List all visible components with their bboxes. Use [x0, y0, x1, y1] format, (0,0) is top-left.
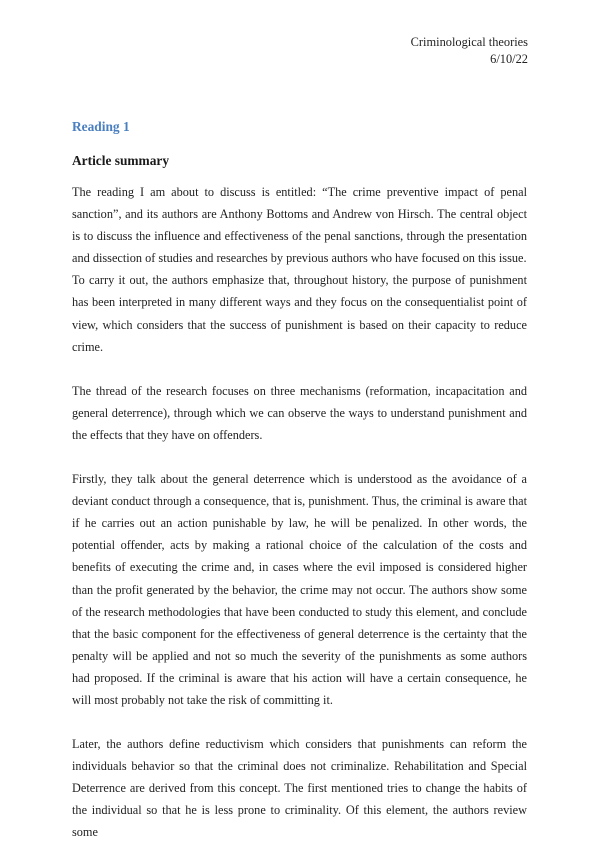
paragraph-method: To carry it out, the authors emphasize that, throughout history, the purpose of punishment has been interpreted in many different ways and they focus on the consequentialist point of view, which considers that the success of punishment is based on their capacity to reduce crime.	[72, 273, 527, 354]
paragraph-general-deterrence: Firstly, they talk about the general deterrence which is understood as the avoidance of a deviant conduct through a consequence, that is, punishment. Thus, the criminal is aware that if he carries out an action punishable by law, he will be penalized. In other words, the potential offender, acts by making a rational choice of the calculation of the costs and benefits of executing the crime and, in cases where the evil imposed is considered higher than the profit generated by the behavior, the crime may not occur. The authors show some of the research methodologies that have been conducted to study this element, and conclude that the basic component for the effectiveness of general deterrence is the certainty that the penalty will be applied and not so much the severity of the punishments as some authors had proposed. If the criminal is aware that his action will have a certain consequence, he will most probably not take the risk of committing it.	[72, 472, 527, 707]
paragraph-mechanisms: The thread of the research focuses on three mechanisms (reformation, incapacitation and general deterrence), through which we can observe the ways to understand punishment and the effects that they have on offenders.	[72, 383, 527, 442]
document-body	[72, 112, 527, 844]
paragraph-intro: The reading I am about to discuss is entitled: “The crime preventive impact of penal sanction”, and its authors are Anthony Bottoms and Andrew von Hirsch. The central object is to discuss the influence and effectiveness of the penal sanctions, through the presentation and dissection of studies and researches by previous authors who have focused on this issue.	[72, 185, 527, 266]
section-title: Article summary	[72, 153, 170, 168]
paragraph-gap	[72, 711, 527, 733]
paragraph-gap	[72, 446, 527, 468]
document-date: 6/10/22	[490, 52, 528, 66]
paragraph-gap	[72, 358, 527, 380]
course-name: Criminological theories	[410, 35, 528, 49]
paragraph-reductivism: Later, the authors define reductivism which considers that punishments can reform the individuals behavior so that the criminal does not criminalize. Rehabilitation and Special Deterrence are derived from this concept. The first mentioned tries to change the habits of the individual so that he is less prone to criminality. Of this element, the authors review some	[72, 737, 527, 840]
reading-title: Reading 1	[72, 119, 130, 134]
page-header	[411, 34, 528, 68]
